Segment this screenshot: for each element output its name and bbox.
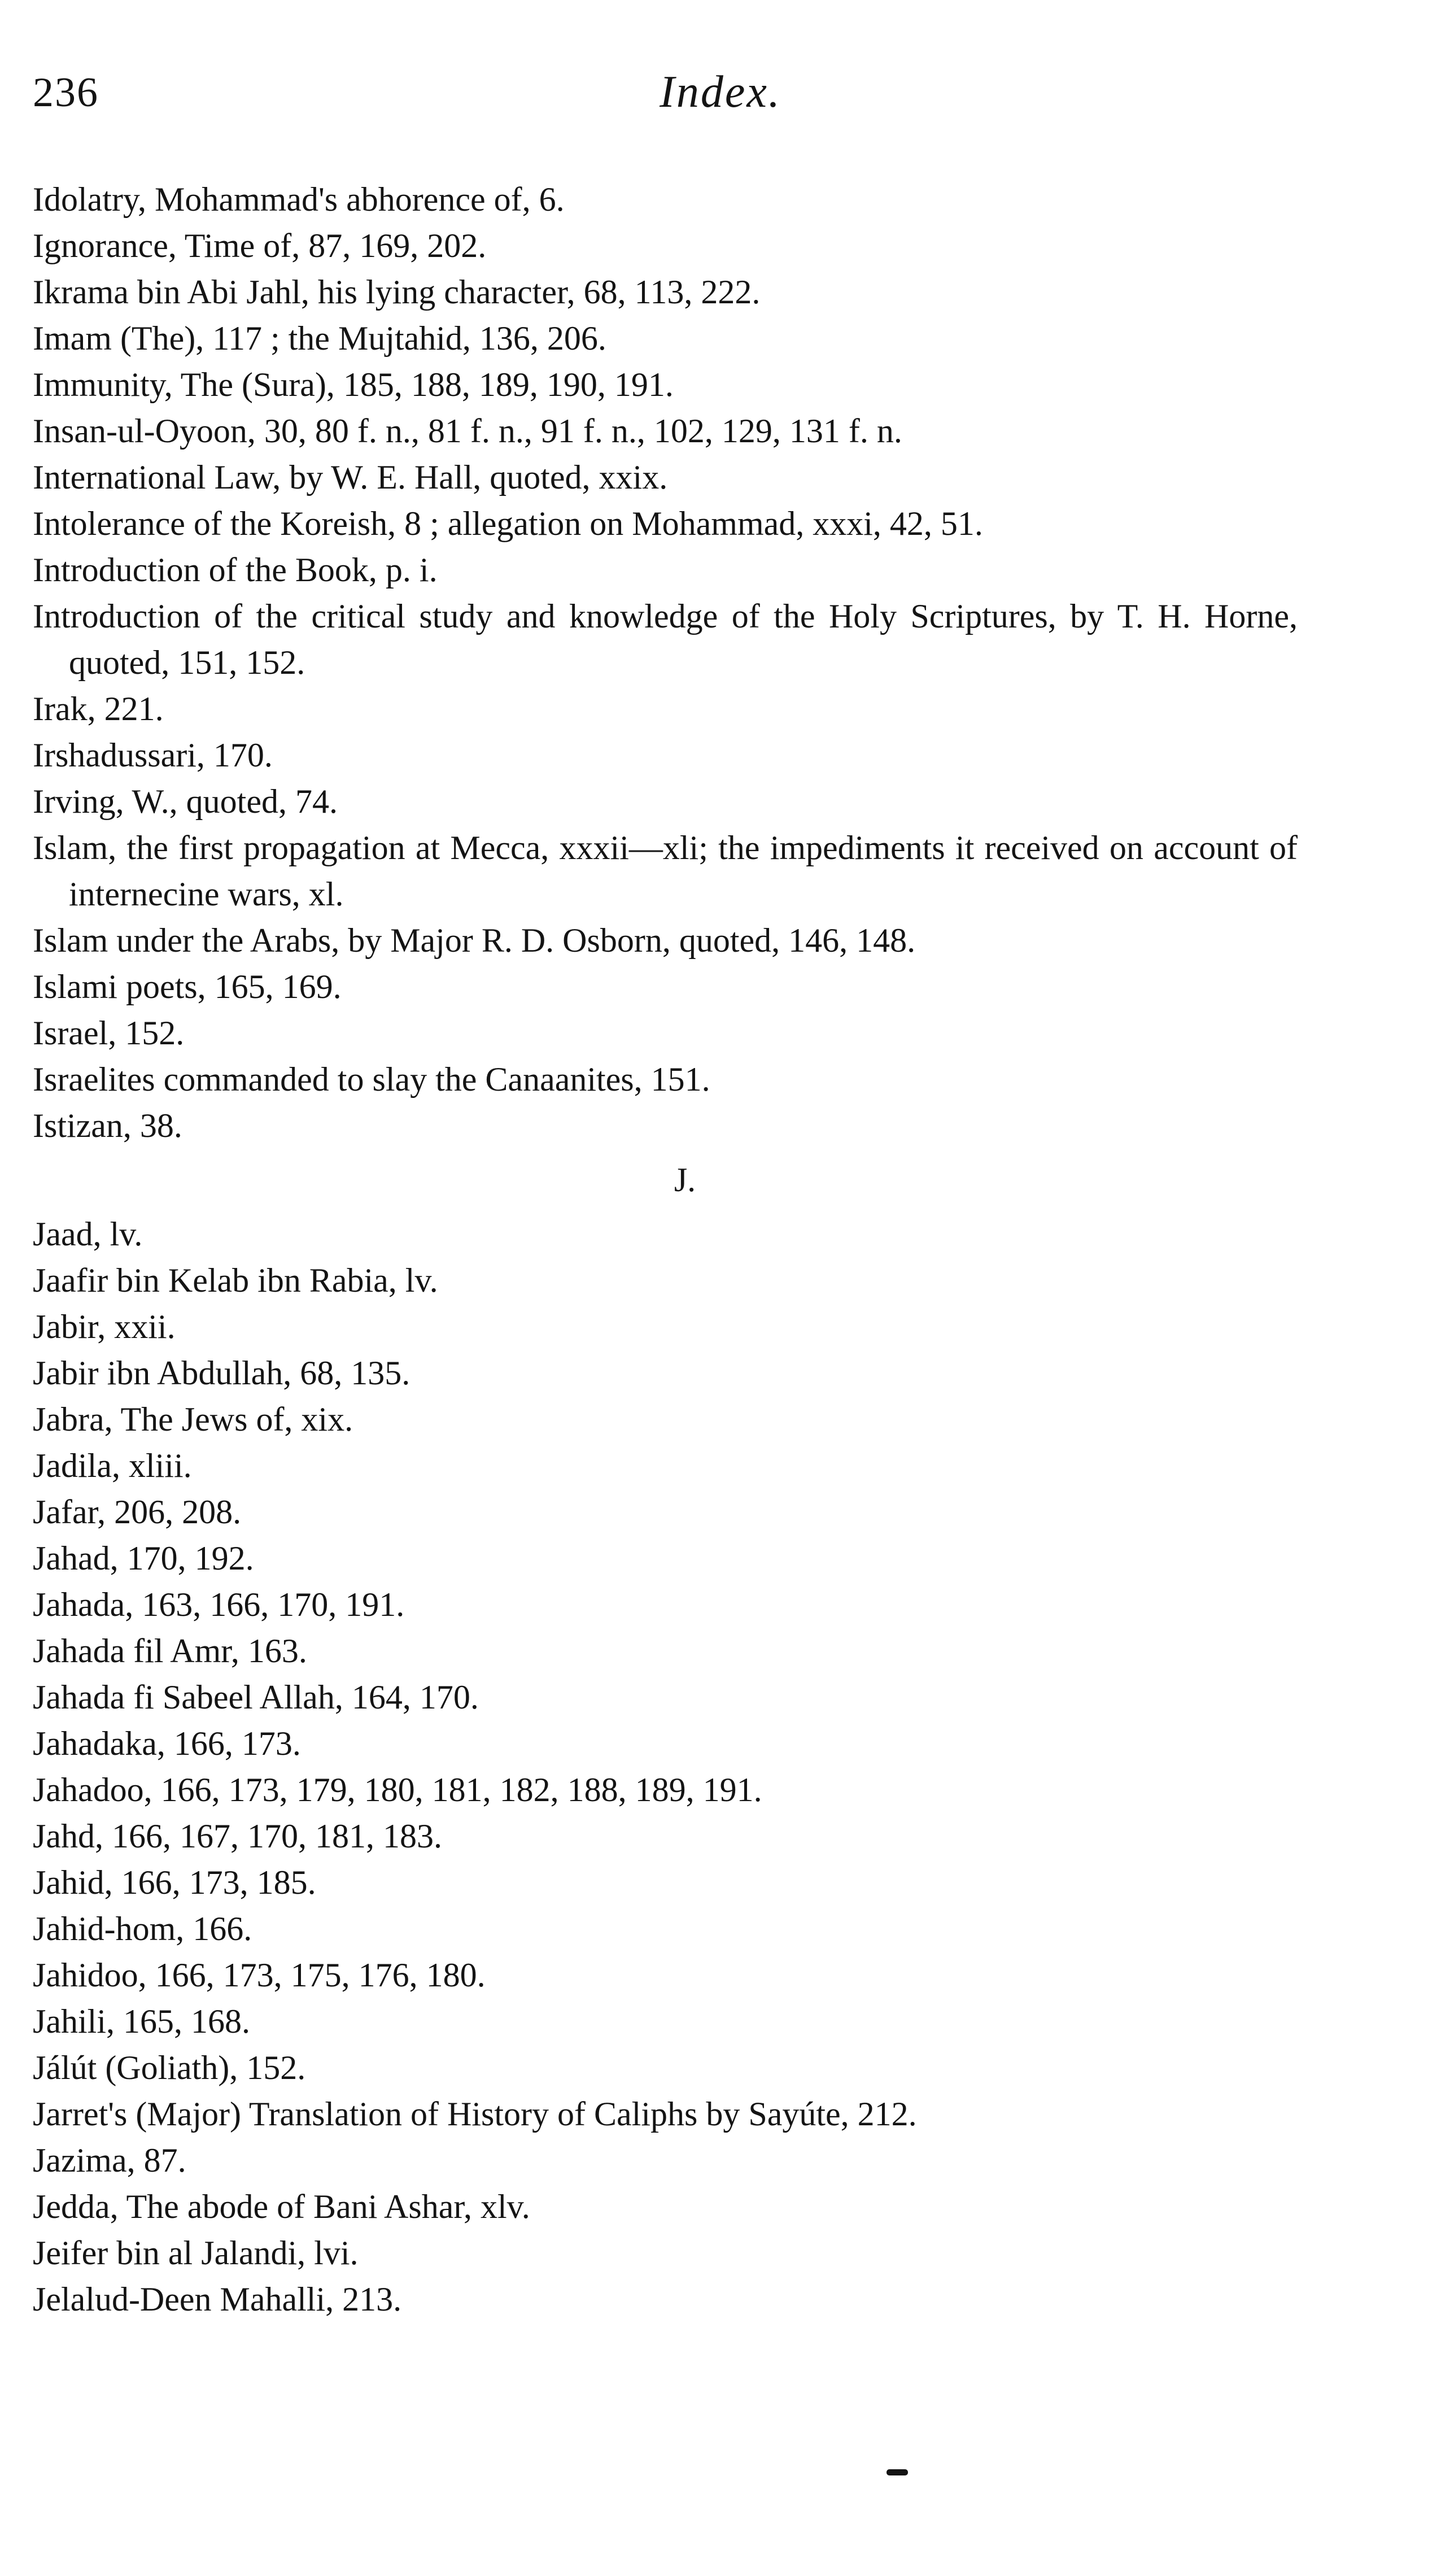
index-entry: Intolerance of the Koreish, 8 ; allegation on Mohammad, xxxi, 42, 51. [33,505,983,542]
index-entry: Jahada, 163, 166, 170, 191. [33,1586,405,1623]
index-entry: Imam (The), 117 ; the Mujtahid, 136, 206. [33,320,606,357]
index-entry: Jadila, xliii. [33,1447,192,1484]
index-entry: Jahad, 170, 192. [33,1540,254,1577]
index-entry: Jálút (Goliath), 152. [33,2049,306,2086]
page-number: 236 [33,69,99,116]
index-entry: Immunity, The (Sura), 185, 188, 189, 190, 191. [33,366,674,403]
index-entry: Jazima, 87. [33,2142,186,2179]
index-entry: Ignorance, Time of, 87, 169, 202. [33,227,487,264]
page-title: Index. [660,67,781,117]
index-entry: Jahada fil Amr, 163. [33,1632,307,1670]
index-body [33,176,1298,2322]
index-entry: Introduction of the critical study and knowledge of the Holy Scriptures, by T. H. Horne, quoted, 151, 152. [33,598,1298,681]
index-entry: Jabir ibn Abdullah, 68, 135. [33,1354,411,1392]
index-entry: Israelites commanded to slay the Canaanites, 151. [33,1061,710,1098]
index-entry: Jahadaka, 166, 173. [33,1725,301,1762]
index-entry: Jeifer bin al Jalandi, lvi. [33,2234,359,2272]
index-entry: Jahd, 166, 167, 170, 181, 183. [33,1817,442,1855]
index-entry: Insan-ul-Oyoon, 30, 80 f. n., 81 f. n., 91 f. n., 102, 129, 131 f. n. [33,412,902,450]
index-entry: Israel, 152. [33,1014,185,1052]
index-entry: Jahid, 166, 173, 185. [33,1864,316,1901]
index-entry: Jahidoo, 166, 173, 175, 176, 180. [33,1956,486,1994]
index-entry: Irving, W., quoted, 74. [33,783,338,820]
index-entry: Istizan, 38. [33,1107,182,1144]
index-entry: Islami poets, 165, 169. [33,968,342,1005]
index-entry: Jahada fi Sabeel Allah, 164, 170. [33,1679,479,1716]
index-entry: Jaafir bin Kelab ibn Rabia, lv. [33,1262,438,1299]
index-entry: Introduction of the Book, p. i. [33,551,438,589]
index-entry: Jabra, The Jews of, xix. [33,1401,353,1438]
index-entry: Islam under the Arabs, by Major R. D. Osborn, quoted, 146, 148. [33,922,916,959]
index-entry: Irshadussari, 170. [33,736,273,774]
index-entry: Jahadoo, 166, 173, 179, 180, 181, 182, 188, 189, 191. [33,1771,762,1808]
index-entry: Irak, 221. [33,690,164,727]
ink-speck [887,2469,908,2475]
index-entry: Jahid-hom, 166. [33,1910,252,1947]
index-entry: Jaad, lv. [33,1215,143,1253]
section-letter-heading: J. [674,1161,696,1198]
index-entry: Jabir, xxii. [33,1308,176,1345]
index-entry: Jafar, 206, 208. [33,1493,242,1531]
index-entry: Idolatry, Mohammad's abhorence of, 6. [33,181,565,218]
index-entry: Ikrama bin Abi Jahl, his lying character, 68, 113, 222. [33,273,761,311]
index-entry: Islam, the first propagation at Mecca, xxxii—xli; the impediments it received on account of internecine wars, xl. [33,829,1298,913]
index-entry: Jelalud-Deen Mahalli, 213. [33,2281,402,2318]
index-entry: International Law, by W. E. Hall, quoted, xxix. [33,459,668,496]
index-entry: Jedda, The abode of Bani Ashar, xlv. [33,2188,530,2225]
index-entry: Jahili, 165, 168. [33,2003,250,2040]
index-entry: Jarret's (Major) Translation of History of Caliphs by Sayúte, 212. [33,2095,917,2133]
